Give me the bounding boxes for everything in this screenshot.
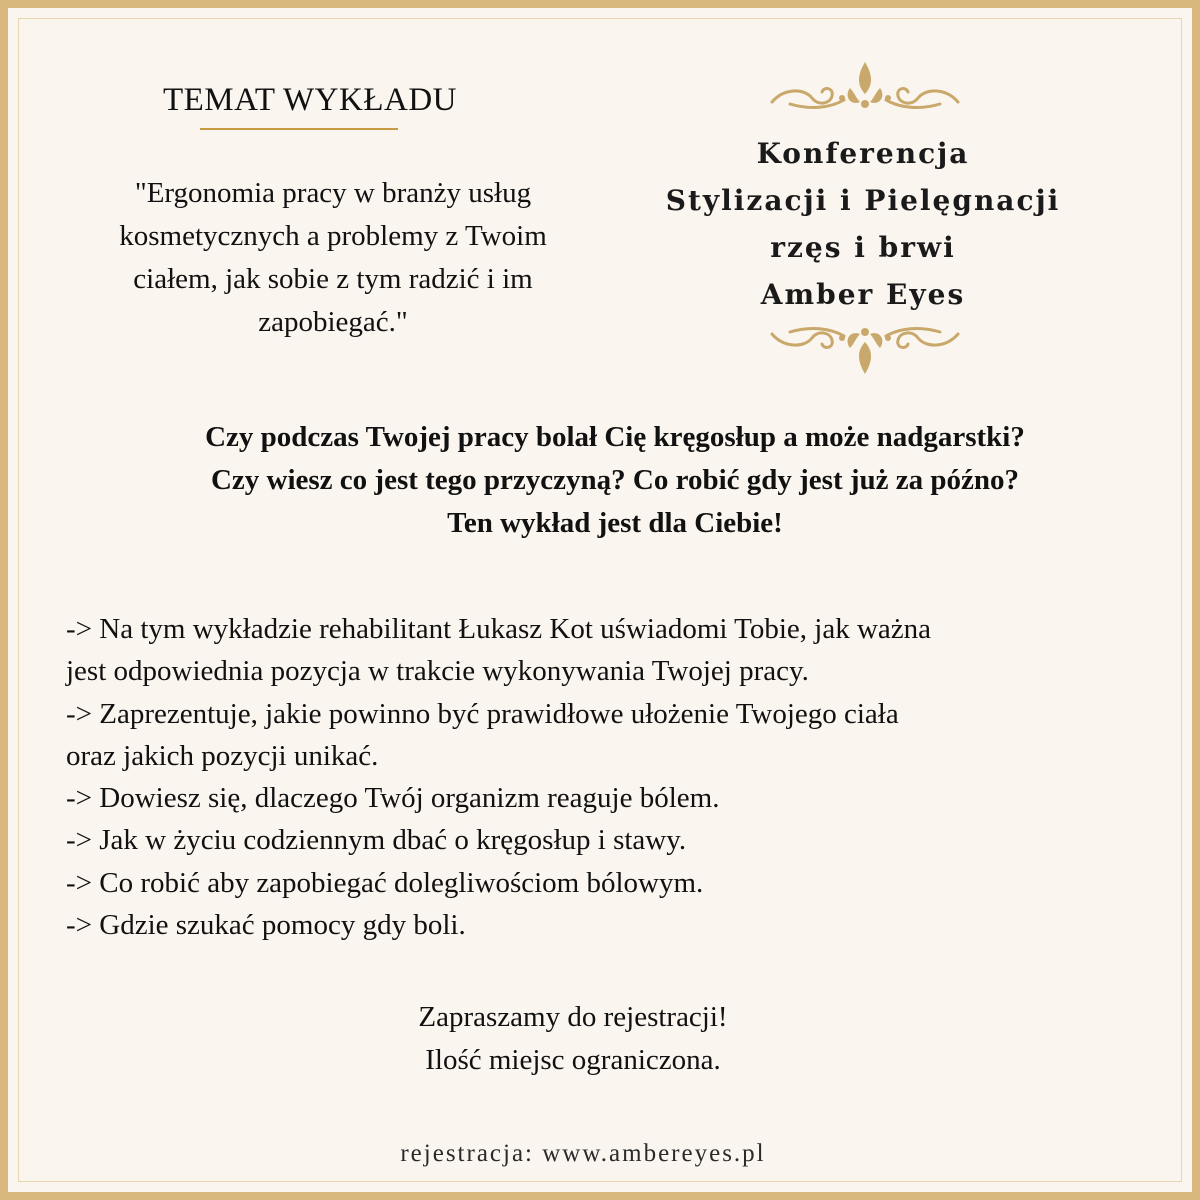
list-item: -> Dowiesz się, dlaczego Twój organizm reaguje bólem.	[66, 782, 720, 815]
topic-heading-underline	[200, 128, 398, 130]
invitation-block	[300, 996, 846, 1082]
list-item: oraz jakich pozycji unikać.	[66, 739, 379, 772]
conference-title-line: Konferencja	[756, 137, 970, 170]
gold-flourish-icon	[760, 318, 970, 378]
topic-title-line: "Ergonomia pracy w branży usług	[134, 177, 532, 209]
invitation-line: Ilość miejsc ograniczona.	[425, 1044, 721, 1076]
gold-flourish-icon	[760, 58, 970, 118]
lecture-points-list	[66, 608, 1146, 946]
list-item: -> Na tym wykładzie rehabilitant Łukasz Kot uświadomi Tobie, jak ważna	[66, 613, 932, 645]
conference-title-line: Amber Eyes	[760, 278, 966, 311]
conference-title	[600, 130, 1126, 318]
topic-title-line: zapobiegać."	[258, 306, 408, 338]
conference-title-line: rzęs i brwi	[770, 231, 956, 264]
list-item: -> Co robić aby zapobiegać dolegliwościom bólowym.	[66, 866, 704, 899]
list-item: -> Jak w życiu codziennym dbać o kręgosłup i stawy.	[66, 824, 687, 857]
topic-title-line: ciałem, jak sobie z tym radzić i im	[133, 263, 533, 295]
registration-link[interactable]: rejestracja: www.ambereyes.pl	[400, 1140, 766, 1167]
conference-title-line: Stylizacji i Pielęgnacji	[665, 184, 1061, 217]
topic-title-line: kosmetycznych a problemy z Twoim	[119, 220, 547, 252]
list-item: jest odpowiednia pozycja w trakcie wykonywania Twojej pracy.	[66, 655, 809, 688]
list-item: -> Zaprezentuje, jakie powinno być prawidłowe ułożenie Twojego ciała	[66, 697, 899, 730]
topic-heading: TEMAT WYKŁADU	[162, 82, 457, 118]
topic-title	[60, 172, 606, 344]
list-item: -> Gdzie szukać pomocy gdy boli.	[66, 909, 466, 942]
invitation-line: Zapraszamy do rejestracji!	[418, 1001, 728, 1033]
question-line: Czy podczas Twojej pracy bolał Cię kręgosłup a może nadgarstki?	[205, 421, 1025, 453]
question-line: Czy wiesz co jest tego przyczyną? Co robić gdy jest już za późno?	[210, 464, 1020, 496]
questions-block	[40, 416, 1190, 545]
question-line: Ten wykład jest dla Ciebie!	[447, 507, 783, 539]
